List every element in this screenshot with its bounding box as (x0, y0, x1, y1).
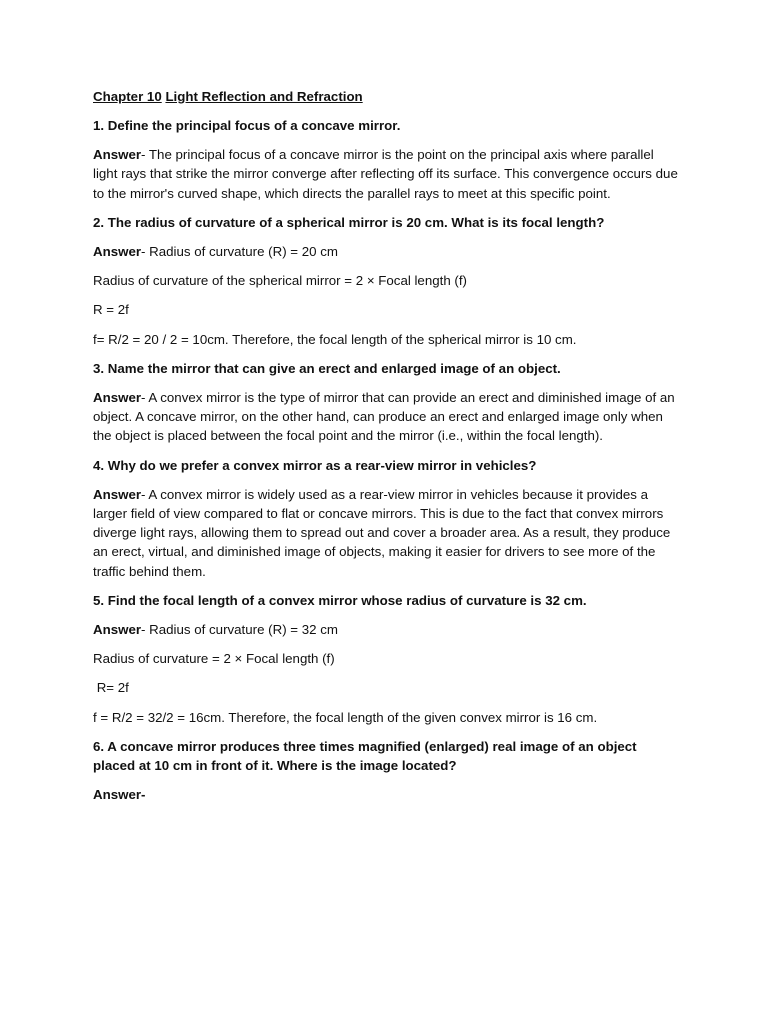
question: 5. Find the focal length of a convex mirror whose radius of curvature is 32 cm. (93, 592, 587, 608)
answer-text: - Radius of curvature (R) = 20 cm (141, 244, 338, 260)
paragraph: Radius of curvature = 2 × Focal length (f) (93, 651, 335, 667)
answer-label: Answer (93, 787, 142, 803)
question: 3. Name the mirror that can give an erect and enlarged image of an object. (93, 360, 561, 376)
paragraph: f = R/2 = 32/2 = 16cm. Therefore, the focal length of the given convex mirror is 16 cm. (93, 709, 598, 725)
answer-text: - The principal focus of a concave mirror is the point on the principal axis where parallel light rays that strike the mirror converge after reflecting off its surface. This convergence occurs due to the mirror's curved shape, which directs the parallel rays to meet at this specific point. (93, 147, 678, 201)
paragraph: f= R/2 = 20 / 2 = 10cm. Therefore, the focal length of the spherical mirror is 10 cm. (93, 331, 577, 347)
question: 6. A concave mirror produces three times magnified (enlarged) real image of an object placed at 10 cm in front of it. Where is the image located? (93, 738, 637, 774)
paragraph: R= 2f (93, 680, 129, 696)
answer-text: - (141, 787, 146, 803)
paragraph: R = 2f (93, 302, 129, 318)
answer-text: - Radius of curvature (R) = 32 cm (141, 622, 338, 638)
answer-label: Answer (93, 244, 142, 260)
chapter-title: Light Reflection and Refraction (165, 89, 363, 104)
answer (93, 620, 678, 639)
paragraph: Radius of curvature of the spherical mirror = 2 × Focal length (f) (93, 273, 467, 289)
question: 2. The radius of curvature of a spherical mirror is 20 cm. What is its focal length? (93, 214, 605, 230)
answer (93, 785, 678, 804)
answer-label: Answer (93, 622, 142, 638)
answer-label: Answer (93, 147, 142, 163)
chapter-heading (93, 87, 678, 106)
answer (93, 242, 678, 261)
answer (93, 485, 678, 581)
answer-text: - A convex mirror is the type of mirror that can provide an erect and diminished image of an object. A concave mirror, on the other hand, can produce an erect and enlarged image only when the object is placed between the focal point and the mirror (i.e., within the focal length). (93, 390, 675, 444)
document-body (93, 116, 678, 804)
question: 4. Why do we prefer a convex mirror as a rear-view mirror in vehicles? (93, 457, 537, 473)
answer (93, 388, 678, 446)
chapter-number: Chapter 10 (93, 89, 162, 104)
answer-label: Answer (93, 390, 142, 406)
answer-text: - A convex mirror is widely used as a rear-view mirror in vehicles because it provides a larger field of view compared to flat or concave mirrors. This is due to the fact that convex mirrors diverge light rays, allowing them to spread out and cover a broader area. As a result, they produce an erect, virtual, and diminished image of objects, making it easier for drivers to see more of the traffic behind them. (93, 486, 671, 579)
answer-label: Answer (93, 486, 142, 502)
answer (93, 145, 678, 203)
question: 1. Define the principal focus of a concave mirror. (93, 118, 401, 133)
